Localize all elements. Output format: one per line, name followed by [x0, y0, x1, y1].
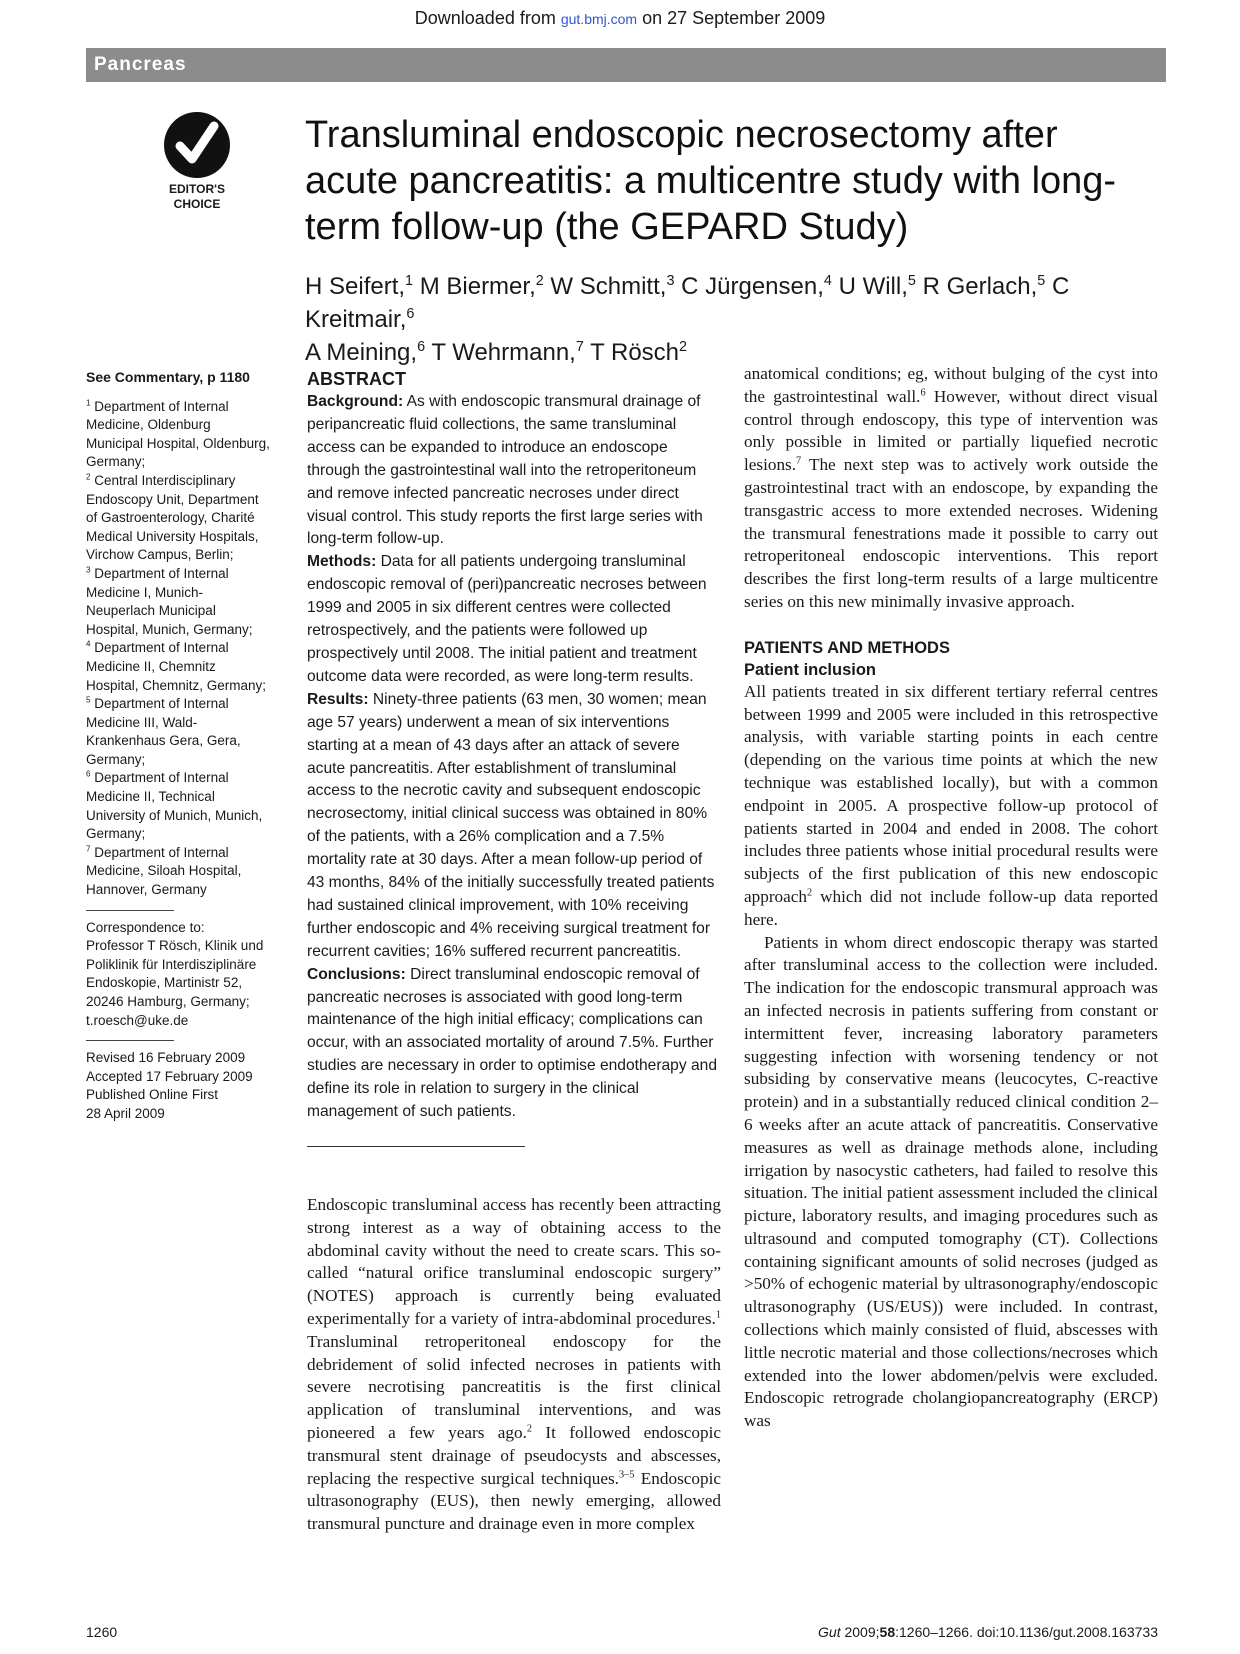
author-affiliation-ref: 4	[823, 273, 832, 289]
author	[923, 273, 1046, 300]
intro-text: It followed endoscopic transmural stent drainage of pseudocysts and abscesses, replacing the respective surgical techniques.	[307, 1422, 722, 1488]
author-affiliation-ref: 3	[666, 273, 675, 289]
date-accepted: Accepted 17 February 2009	[86, 1068, 253, 1084]
affiliation	[86, 639, 270, 695]
abstract-text: Ninety-three patients (63 men, 30 women; mean age 57 years) underwent a mean of six interventions starting at a mean of 43 days after an attack of severe acute pancreatitis. After establishment of transluminal access to the necrotic cavity and subsequent endoscopic necrosectomy, initial clinical success was obtained in 80% of the patients, with a 26% complication and a 7.5% mortality rate at 30 days. After a mean follow-up period of 43 months, 84% of the initially successfully treated patients had sustained clinical improvement, with 10% receiving further endoscopic and 4% receiving surgical treatment for recurrent cavities; 16% suffered recurrent pancreatitis.	[307, 690, 715, 960]
abstract-divider	[307, 1146, 525, 1147]
abstract-background	[307, 391, 721, 551]
affiliation-text: Central Interdisciplinary Endoscopy Unit, Department of Gastroenterology, Charité Medical University Hospitals, Virchow Campus, Berlin;	[86, 472, 259, 563]
author-name: T Rösch	[590, 339, 680, 366]
author-name: T Wehrmann,	[431, 339, 576, 366]
author-affiliation-ref: 6	[406, 306, 415, 322]
methods-text: All patients treated in six different tertiary referral centres between 1999 and 2005 were included in this retrospective analysis, with variable starting points in each centre (depending on the various time points at which the new technique was established locally), but with a common endpoint in 2005. A prospective follow-up protocol of patients started in 2004 and ended in 2008. The cohort includes three patients whose initial procedural results were subjects of the first publication of this new endoscopic approach	[744, 681, 1158, 906]
author-name: C Jürgensen,	[681, 273, 824, 300]
citation-footer	[700, 1624, 1158, 1640]
author-name: W Schmitt,	[550, 273, 667, 300]
download-prefix: Downloaded from	[414, 8, 561, 28]
correspondence-address: Professor T Rösch, Klinik und Poliklinik für Interdisziplinäre Endoskopie, Martinistr 52, 20246 Hamburg, Germany;	[86, 938, 264, 1009]
affiliation-number: 7	[86, 844, 91, 854]
affiliation-text: Department of Internal Medicine II, Chemnitz Hospital, Chemnitz, Germany;	[86, 640, 267, 693]
abstract-text: Data for all patients undergoing transluminal endoscopic removal of (peri)pancreatic necroses between 1999 and 2005 in six different centres were collected retrospectively, and the patients were followed up prospectively until 2008. The initial patient and treatment outcome data were recorded, as were long-term results.	[307, 553, 707, 685]
affiliation-number: 4	[86, 639, 91, 649]
affiliation-text: Department of Internal Medicine III, Wald-Krankenhaus Gera, Gera, Germany;	[86, 696, 241, 767]
affiliation	[86, 472, 270, 565]
correspondence-label: Correspondence to:	[86, 919, 205, 935]
date-online: 28 April 2009	[86, 1105, 165, 1121]
author-affiliation-ref: 5	[907, 273, 916, 289]
author-affiliation-ref: 7	[575, 339, 584, 355]
middle-column	[307, 368, 721, 1536]
author-affiliation-ref: 5	[1037, 273, 1046, 289]
abstract-label: Results:	[307, 690, 369, 708]
intro-text: Endoscopic ultrasonography (EUS), then newly emerging, allowed transmural puncture and drainage even in more complex	[307, 1468, 721, 1534]
commentary-note[interactable]: See Commentary, p 1180	[86, 369, 250, 385]
affiliation	[86, 844, 270, 900]
editors-choice-badge	[142, 112, 252, 212]
citation-pages[interactable]: :1260–1266. doi:10.1136/gut.2008.163733	[895, 1624, 1158, 1640]
citation-ref[interactable]: 1	[715, 1309, 721, 1321]
affiliation	[86, 769, 270, 843]
download-link[interactable]: gut.bmj.com	[560, 11, 638, 27]
author-affiliation-ref: 1	[405, 273, 414, 289]
abstract-text: Direct transluminal endoscopic removal of pancreatic necroses is associated with good long-term maintenance of the high initial efficacy; complications can occur, with an associated mortality of around 7.5%. Further studies are necessary in order to optimise endotherapy and define its role in relation to surgery in the clinical management of such patients.	[307, 965, 718, 1121]
citation-ref[interactable]: 6	[920, 387, 926, 399]
intro-text: The next step was to actively work outside the gastrointestinal tract with an endoscope, by expanding the transgastric access to more extended necroses. Widening the transmural fenestrations made it possible to carry out retroperitoneal endoscopic interventions. This report describes the first long-term results of a large multicentre series on this new minimally invasive approach.	[744, 455, 1158, 611]
correspondence-email[interactable]: t.roesch@uke.de	[86, 1012, 189, 1028]
intro-text: However, without direct visual control through endoscopy, this type of intervention was only possible in limited or partially liquefied necrotic lesions.	[744, 386, 1158, 475]
date-revised: Revised 16 February 2009	[86, 1050, 246, 1066]
citation-ref[interactable]: 2	[807, 887, 813, 899]
affiliation-text: Department of Internal Medicine, Siloah Hospital, Hannover, Germany	[86, 844, 242, 898]
abstract-label: Conclusions:	[307, 965, 406, 983]
affiliation	[86, 398, 270, 472]
download-suffix: on 27 September 2009	[637, 8, 826, 28]
badge-line-1: EDITOR'S	[169, 182, 225, 196]
download-note	[0, 8, 1240, 29]
citation-ref[interactable]: 3–5	[618, 1468, 635, 1480]
affiliation-number: 2	[86, 472, 91, 482]
author	[839, 273, 916, 300]
intro-paragraph	[307, 1194, 721, 1536]
affiliation-number: 1	[86, 398, 91, 408]
author	[305, 339, 425, 366]
citation-volume: 58	[879, 1624, 896, 1640]
author-affiliation-ref: 2	[535, 273, 544, 289]
subheading-patient-inclusion: Patient inclusion	[744, 660, 877, 679]
abstract-conclusions	[307, 964, 721, 1124]
affiliations	[86, 398, 270, 900]
correspondence	[86, 919, 270, 1031]
author-name: M Biermer,	[419, 273, 536, 300]
citation-year: 2009;	[840, 1624, 880, 1640]
intro-continued	[744, 363, 1158, 614]
journal-name: Gut	[818, 1624, 841, 1640]
article-dates	[86, 1049, 270, 1123]
badge-line-2: CHOICE	[173, 197, 221, 211]
abstract-results	[307, 689, 721, 964]
sidebar	[86, 368, 270, 1124]
affiliation-number: 3	[86, 565, 91, 575]
date-online-label: Published Online First	[86, 1087, 219, 1103]
author	[550, 273, 674, 300]
section-bar: Pancreas	[86, 48, 1166, 82]
author	[420, 273, 544, 300]
author-list	[305, 270, 1165, 369]
checkmark-icon	[164, 112, 230, 178]
methods-text: which did not include follow-up data reported here.	[744, 886, 1158, 929]
intro-text: Endoscopic transluminal access has recently been attracting strong interest as a way of obtaining access to the abdominal cavity without the need to create scars. This so-called “natural orifice transluminal endoscopic surgery” (NOTES) approach is currently being evaluated experimentally for a variety of intra-abdominal procedures.	[307, 1195, 721, 1328]
methods-heading: PATIENTS AND METHODS	[744, 638, 950, 657]
sidebar-divider	[86, 910, 174, 911]
author	[305, 273, 413, 300]
author	[590, 339, 687, 366]
affiliation-number: 6	[86, 769, 91, 779]
abstract-body	[307, 391, 721, 1124]
abstract-text: As with endoscopic transmural drainage of peripancreatic fluid collections, the same transluminal access can be expanded to introduce an endoscope through the gastrointestinal wall into the retroperitoneum and remove infected pancreatic necroses under direct visual control. This study reports the first large series with long-term follow-up.	[307, 393, 703, 548]
article-title: Transluminal endoscopic necrosectomy after acute pancreatitis: a multicentre study with long-term follow-up (the GEPARD Study)	[305, 114, 1117, 248]
page-number: 1260	[86, 1624, 118, 1640]
affiliation-number: 5	[86, 695, 91, 705]
abstract-label: Methods:	[307, 553, 377, 571]
abstract-methods	[307, 551, 721, 688]
author-name: H Seifert,	[305, 273, 406, 300]
abstract-heading: ABSTRACT	[307, 369, 406, 389]
abstract-label: Background:	[307, 393, 404, 410]
author-affiliation-ref: 2	[679, 339, 688, 355]
author-affiliation-ref: 6	[417, 339, 426, 355]
author	[681, 273, 832, 300]
methods-paragraph	[744, 681, 1158, 932]
sidebar-divider	[86, 1040, 174, 1041]
author-name: C Kreitmair,	[305, 273, 1070, 333]
affiliation	[86, 695, 270, 769]
affiliation	[86, 565, 270, 639]
author-name: U Will,	[838, 273, 908, 300]
intro-text: anatomical conditions; eg, without bulging of the cyst into the gastrointestinal wall.	[744, 364, 1158, 406]
methods-paragraph: Patients in whom direct endoscopic therapy was started after transluminal access to the collection were included. The indication for the endoscopic transmural approach was an infected necrosis in patients suffering from constant or intermittent fever, increasing laboratory parameters suggesting infection with worsening tendency or not subsiding by conservative means (leucocytes, C-reactive protein) and in a substantially reduced clinical condition 2–6 weeks after an acute attack of pancreatitis. Conservative measures as well as drainage methods alone, including irrigation by nasocystic catheters, had failed to resolve this situation. The initial patient assessment included the clinical picture, laboratory results, and imaging procedures such as ultrasound and computed tomography (CT). Collections containing significant amounts of solid necroses (judged as >50% of echogenic material by ultrasonography/endoscopic ultrasonography (US/EUS)) were included. In contrast, collections which mainly consisted of fluid, abscesses with little necrotic material and those collections/necroses which extended into the lower abdomen/pelvis were excluded. Endoscopic retrograde cholangiopancreatography (ERCP) was	[744, 932, 1158, 1431]
citation-ref[interactable]: 2	[526, 1423, 533, 1435]
affiliation-text: Department of Internal Medicine II, Technical University of Munich, Munich, Germany;	[86, 770, 263, 842]
intro-text: Transluminal retroperitoneal endoscopy for the debridement of solid infected necroses in patients with severe necrotising pancreatitis is the first clinical application of transluminal interventions, and was pioneered a few years ago.	[307, 1331, 721, 1442]
author-name: R Gerlach,	[922, 273, 1038, 300]
affiliation-text: Department of Internal Medicine, Oldenburg Municipal Hospital, Oldenburg, Germany;	[86, 398, 270, 470]
affiliation-text: Department of Internal Medicine I, Munich-Neuperlach Municipal Hospital, Munich, Germany;	[86, 565, 253, 637]
author-name: A Meining,	[305, 339, 418, 366]
right-column	[744, 363, 1158, 1433]
citation-ref[interactable]: 7	[796, 455, 802, 467]
author	[431, 339, 584, 366]
